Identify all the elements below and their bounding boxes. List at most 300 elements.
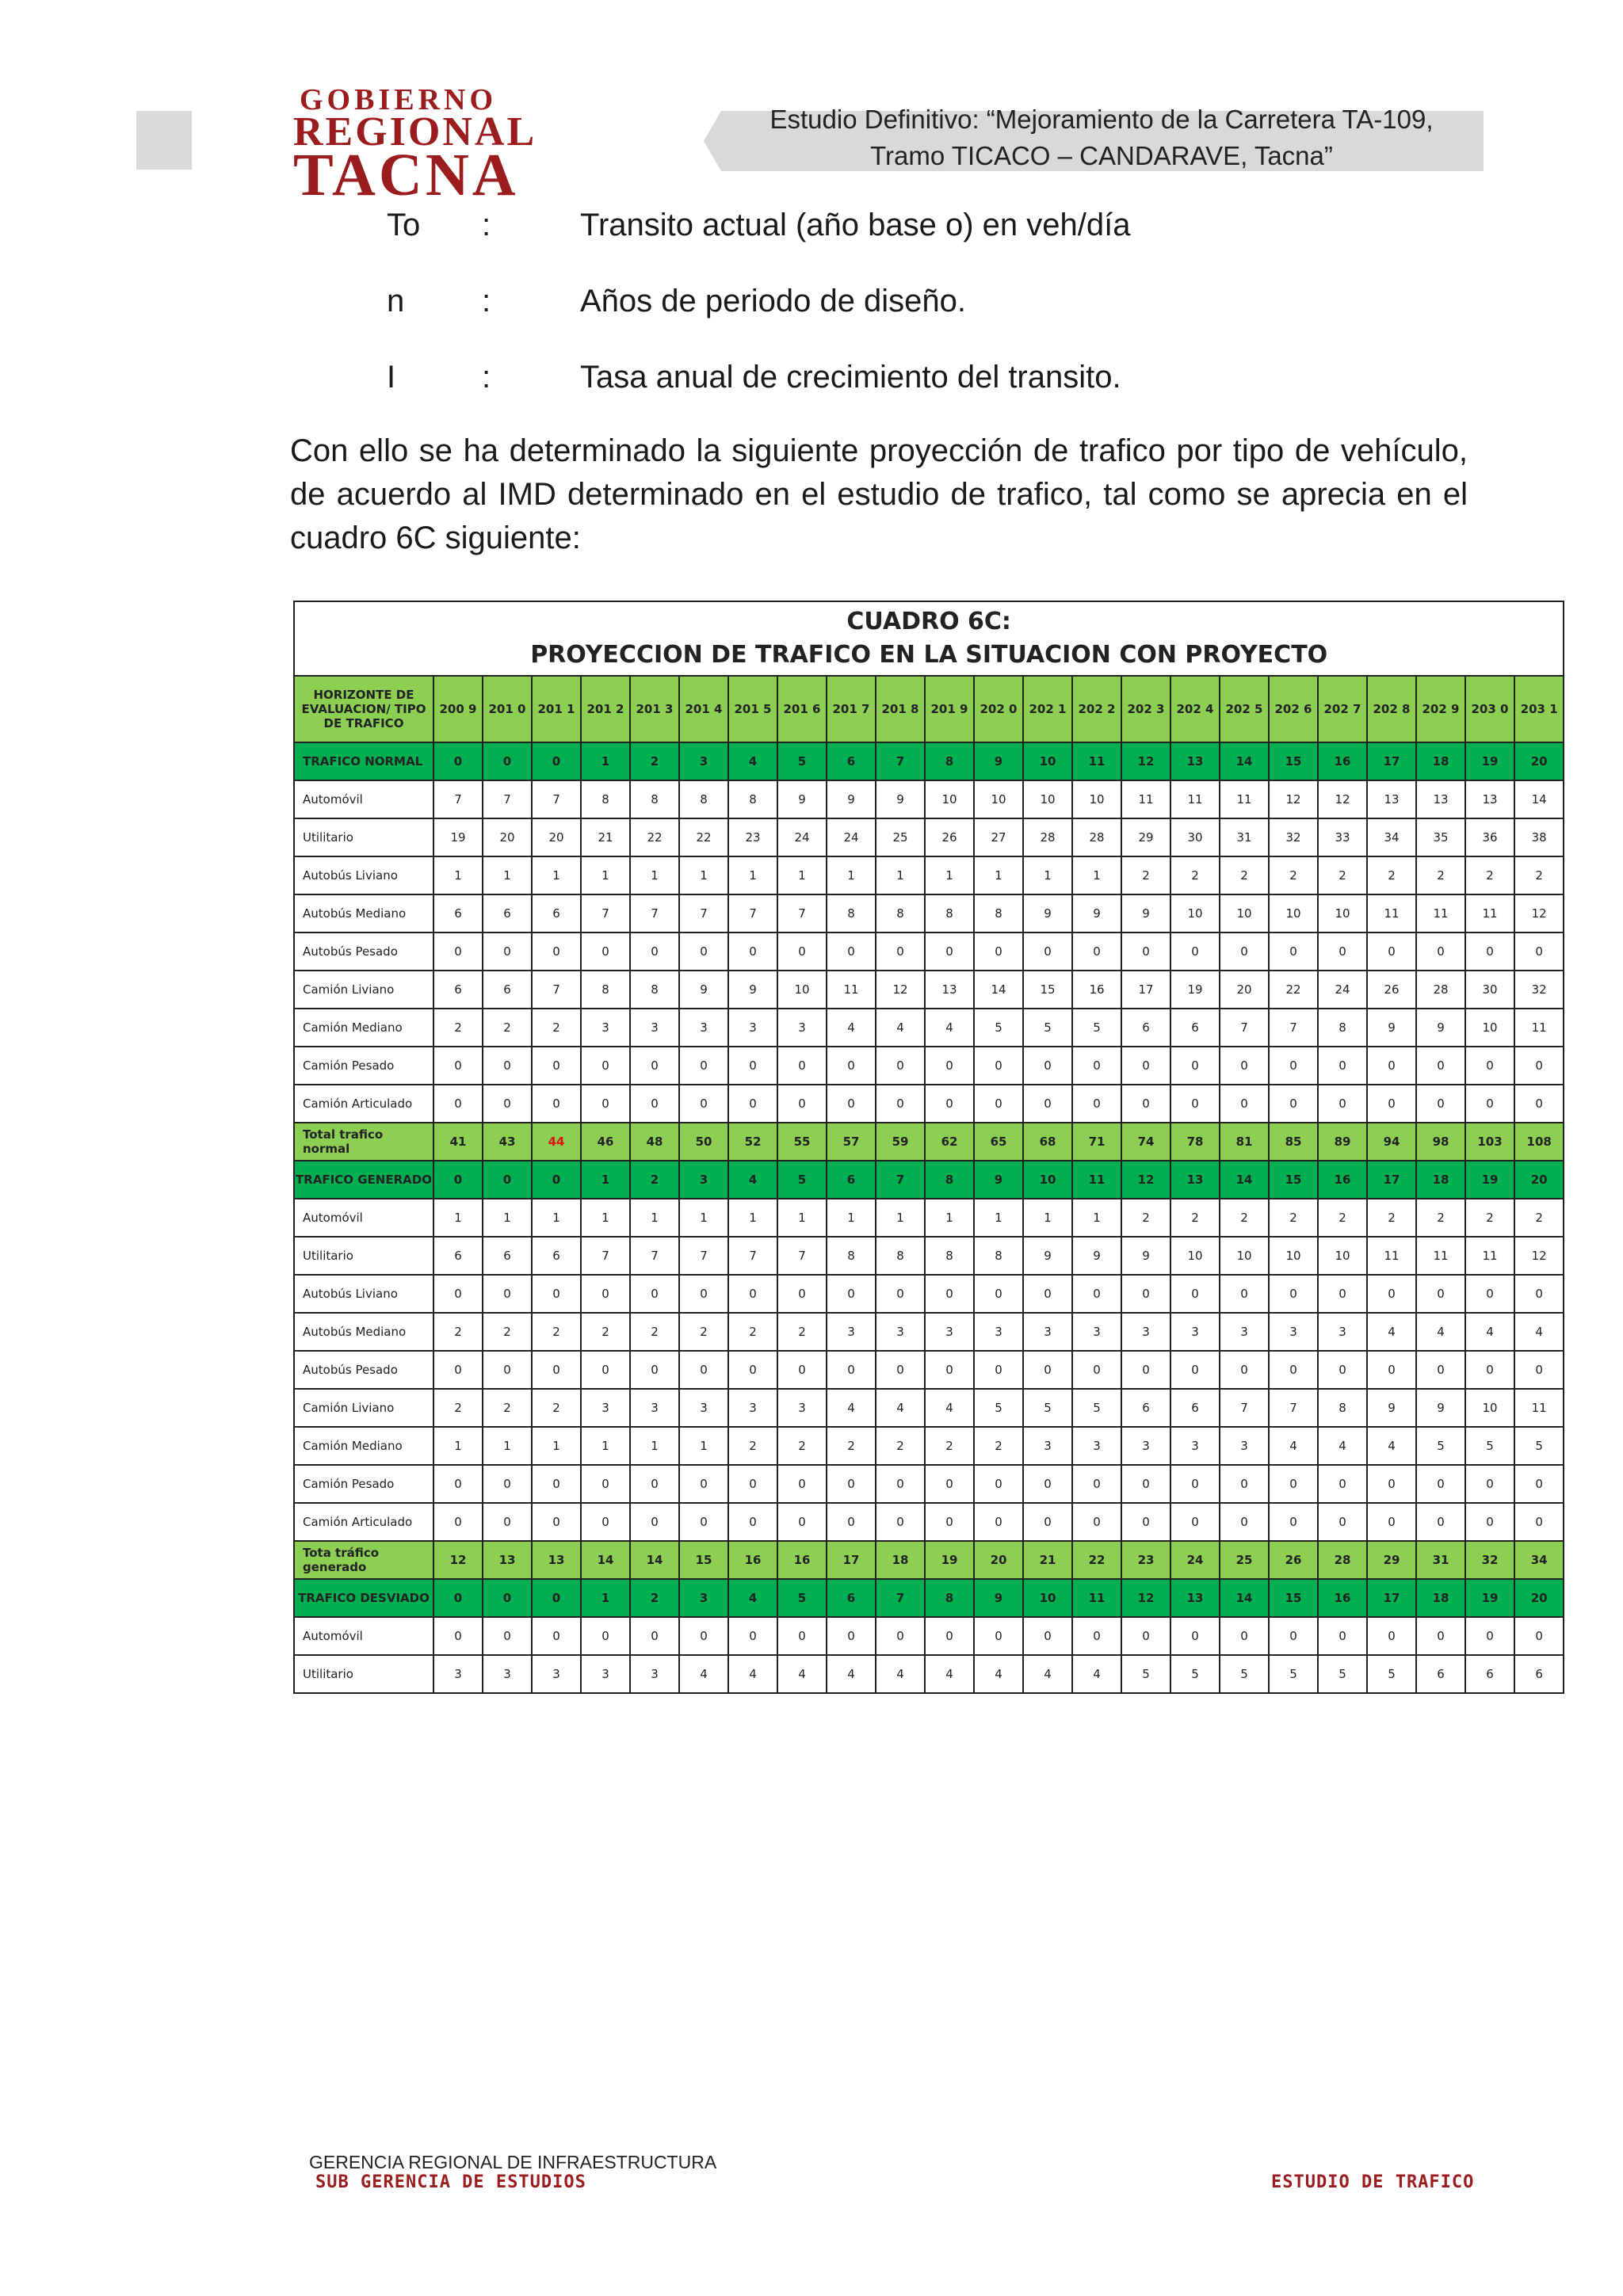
value-cell: 0 <box>1121 1503 1170 1541</box>
table-row <box>294 780 1564 818</box>
value-cell: 7 <box>728 894 777 933</box>
value-cell: 1 <box>974 856 1023 894</box>
table-row <box>294 933 1564 971</box>
value-cell: 4 <box>777 1655 827 1693</box>
value-cell: 0 <box>483 1503 532 1541</box>
value-cell: 8 <box>581 971 630 1009</box>
value-cell: 0 <box>532 1085 581 1123</box>
value-cell: 5 <box>1023 1009 1072 1047</box>
value-cell: 3 <box>974 1313 1023 1351</box>
value-cell: 4 <box>876 1655 925 1693</box>
value-cell: 0 <box>1121 1085 1170 1123</box>
value-cell: 12 <box>1121 1161 1170 1199</box>
value-cell: 22 <box>1072 1541 1121 1579</box>
value-cell: 10 <box>1023 742 1072 780</box>
value-cell: 8 <box>827 894 876 933</box>
value-cell: 4 <box>1514 1313 1564 1351</box>
value-cell: 0 <box>1170 1047 1220 1085</box>
value-cell: 0 <box>1023 1617 1072 1655</box>
value-cell: 2 <box>1514 1199 1564 1237</box>
year-header-cell: 202 3 <box>1121 676 1170 742</box>
value-cell: 0 <box>532 1161 581 1199</box>
year-header-cell: 202 0 <box>974 676 1023 742</box>
value-cell: 9 <box>1072 894 1121 933</box>
value-cell: 0 <box>630 1351 679 1389</box>
value-cell: 14 <box>974 971 1023 1009</box>
value-cell: 0 <box>1170 933 1220 971</box>
value-cell: 29 <box>1367 1541 1416 1579</box>
value-cell: 0 <box>1170 1503 1220 1541</box>
value-cell: 9 <box>1023 1237 1072 1275</box>
footer-study-name: ESTUDIO DE TRAFICO <box>1271 2172 1475 2192</box>
value-cell: 4 <box>925 1009 974 1047</box>
value-cell: 0 <box>827 1047 876 1085</box>
value-cell: 0 <box>777 1465 827 1503</box>
value-cell: 0 <box>1072 1617 1121 1655</box>
row-label-cell: Camión Liviano <box>294 971 433 1009</box>
logo-line-1: GOBIERNO <box>300 83 498 116</box>
value-cell: 32 <box>1514 971 1564 1009</box>
value-cell: 1 <box>433 1427 483 1465</box>
value-cell: 17 <box>827 1541 876 1579</box>
value-cell: 0 <box>1220 1617 1269 1655</box>
value-cell: 5 <box>1072 1009 1121 1047</box>
value-cell: 11 <box>1367 894 1416 933</box>
value-cell: 81 <box>1220 1123 1269 1161</box>
value-cell: 2 <box>581 1313 630 1351</box>
value-cell: 10 <box>1023 1579 1072 1617</box>
value-cell: 27 <box>974 818 1023 856</box>
value-cell: 1 <box>679 1199 728 1237</box>
value-cell: 9 <box>1416 1009 1465 1047</box>
value-cell: 0 <box>483 1161 532 1199</box>
value-cell: 10 <box>1023 780 1072 818</box>
value-cell: 16 <box>1318 742 1367 780</box>
value-cell: 0 <box>827 1617 876 1655</box>
value-cell: 0 <box>1170 1617 1220 1655</box>
value-cell: 0 <box>876 1351 925 1389</box>
value-cell: 13 <box>532 1541 581 1579</box>
value-cell: 19 <box>433 818 483 856</box>
value-cell: 13 <box>925 971 974 1009</box>
value-cell: 34 <box>1367 818 1416 856</box>
value-cell: 13 <box>1170 742 1220 780</box>
value-cell: 2 <box>925 1427 974 1465</box>
value-cell: 3 <box>1269 1313 1318 1351</box>
value-cell: 7 <box>1220 1389 1269 1427</box>
value-cell: 0 <box>1269 1503 1318 1541</box>
value-cell: 0 <box>974 1351 1023 1389</box>
value-cell: 0 <box>532 933 581 971</box>
value-cell: 35 <box>1416 818 1465 856</box>
value-cell: 2 <box>728 1427 777 1465</box>
value-cell: 3 <box>433 1655 483 1693</box>
value-cell: 3 <box>679 1389 728 1427</box>
value-cell: 7 <box>581 1237 630 1275</box>
value-cell: 1 <box>532 856 581 894</box>
value-cell: 1 <box>679 856 728 894</box>
value-cell: 0 <box>876 1465 925 1503</box>
gobierno-regional-logo <box>293 83 610 208</box>
value-cell: 1 <box>728 856 777 894</box>
value-cell: 15 <box>1269 742 1318 780</box>
value-cell: 0 <box>1269 1465 1318 1503</box>
value-cell: 3 <box>581 1655 630 1693</box>
value-cell: 5 <box>1121 1655 1170 1693</box>
value-cell: 0 <box>925 1465 974 1503</box>
value-cell: 0 <box>1023 1275 1072 1313</box>
value-cell: 7 <box>483 780 532 818</box>
value-cell: 0 <box>827 933 876 971</box>
value-cell: 0 <box>1121 1275 1170 1313</box>
value-cell: 2 <box>777 1427 827 1465</box>
value-cell: 10 <box>1023 1161 1072 1199</box>
value-cell: 0 <box>581 1465 630 1503</box>
value-cell: 0 <box>876 933 925 971</box>
value-cell: 2 <box>1121 1199 1170 1237</box>
value-cell: 3 <box>1121 1313 1170 1351</box>
value-cell: 3 <box>876 1313 925 1351</box>
value-cell: 19 <box>925 1541 974 1579</box>
value-cell: 3 <box>1170 1313 1220 1351</box>
value-cell: 0 <box>1220 1275 1269 1313</box>
value-cell: 2 <box>433 1009 483 1047</box>
value-cell: 0 <box>1318 1085 1367 1123</box>
value-cell: 0 <box>1318 1503 1367 1541</box>
value-cell: 20 <box>483 818 532 856</box>
value-cell: 9 <box>1367 1009 1416 1047</box>
table-header-row <box>294 676 1564 742</box>
value-cell: 5 <box>1465 1427 1514 1465</box>
value-cell: 0 <box>1514 1503 1564 1541</box>
value-cell: 2 <box>1121 856 1170 894</box>
value-cell: 6 <box>532 1237 581 1275</box>
value-cell: 2 <box>1514 856 1564 894</box>
row-label-cell: Autobús Pesado <box>294 1351 433 1389</box>
value-cell: 1 <box>1072 856 1121 894</box>
value-cell: 4 <box>974 1655 1023 1693</box>
value-cell: 2 <box>483 1313 532 1351</box>
value-cell: 13 <box>483 1541 532 1579</box>
value-cell: 31 <box>1220 818 1269 856</box>
value-cell: 11 <box>1465 1237 1514 1275</box>
value-cell: 7 <box>532 780 581 818</box>
value-cell: 2 <box>433 1389 483 1427</box>
section-row <box>294 742 1564 780</box>
value-cell: 14 <box>581 1541 630 1579</box>
value-cell: 3 <box>581 1389 630 1427</box>
value-cell: 7 <box>630 1237 679 1275</box>
value-cell: 0 <box>728 1503 777 1541</box>
value-cell: 0 <box>679 1503 728 1541</box>
value-cell: 2 <box>1367 1199 1416 1237</box>
value-cell: 8 <box>876 1237 925 1275</box>
value-cell: 0 <box>1170 1351 1220 1389</box>
value-cell: 11 <box>1416 894 1465 933</box>
value-cell: 2 <box>532 1389 581 1427</box>
value-cell: 0 <box>433 1085 483 1123</box>
value-cell: 7 <box>876 742 925 780</box>
value-cell: 0 <box>1514 1351 1564 1389</box>
value-cell: 0 <box>1269 1351 1318 1389</box>
value-cell: 2 <box>630 1313 679 1351</box>
value-cell: 0 <box>1367 1503 1416 1541</box>
value-cell: 6 <box>1514 1655 1564 1693</box>
value-cell: 13 <box>1465 780 1514 818</box>
year-header-cell: 202 7 <box>1318 676 1367 742</box>
value-cell: 0 <box>925 933 974 971</box>
value-cell: 1 <box>433 856 483 894</box>
value-cell: 0 <box>1220 1085 1269 1123</box>
value-cell: 3 <box>1220 1313 1269 1351</box>
value-cell: 0 <box>1367 933 1416 971</box>
value-cell: 3 <box>630 1009 679 1047</box>
value-cell: 1 <box>581 1161 630 1199</box>
value-cell: 0 <box>1416 1351 1465 1389</box>
value-cell: 15 <box>1269 1161 1318 1199</box>
value-cell: 2 <box>630 1161 679 1199</box>
year-header-cell: 201 4 <box>679 676 728 742</box>
value-cell: 0 <box>876 1047 925 1085</box>
value-cell: 6 <box>827 1161 876 1199</box>
value-cell: 3 <box>581 1009 630 1047</box>
value-cell: 55 <box>777 1123 827 1161</box>
value-cell: 0 <box>1170 1275 1220 1313</box>
value-cell: 32 <box>1269 818 1318 856</box>
value-cell: 1 <box>483 856 532 894</box>
value-cell: 0 <box>581 1503 630 1541</box>
value-cell: 57 <box>827 1123 876 1161</box>
value-cell: 4 <box>827 1009 876 1047</box>
value-cell: 4 <box>728 1161 777 1199</box>
value-cell: 12 <box>1121 1579 1170 1617</box>
value-cell: 0 <box>876 1275 925 1313</box>
value-cell: 2 <box>777 1313 827 1351</box>
value-cell: 0 <box>777 1617 827 1655</box>
value-cell: 5 <box>1072 1389 1121 1427</box>
value-cell: 108 <box>1514 1123 1564 1161</box>
value-cell: 24 <box>1318 971 1367 1009</box>
definition-text: Años de periodo de diseño. <box>580 284 967 318</box>
value-cell: 0 <box>1023 933 1072 971</box>
value-cell: 0 <box>1465 1351 1514 1389</box>
value-cell: 25 <box>876 818 925 856</box>
value-cell: 10 <box>1220 894 1269 933</box>
value-cell: 59 <box>876 1123 925 1161</box>
value-cell: 8 <box>728 780 777 818</box>
value-cell: 0 <box>876 1085 925 1123</box>
value-cell: 0 <box>532 1503 581 1541</box>
value-cell: 0 <box>1367 1275 1416 1313</box>
value-cell: 7 <box>581 894 630 933</box>
value-cell: 0 <box>1269 1047 1318 1085</box>
value-cell: 24 <box>827 818 876 856</box>
value-cell: 4 <box>925 1389 974 1427</box>
value-cell: 4 <box>728 742 777 780</box>
value-cell: 11 <box>1220 780 1269 818</box>
value-cell: 7 <box>630 894 679 933</box>
value-cell: 1 <box>777 1199 827 1237</box>
year-header-cell: 203 1 <box>1514 676 1564 742</box>
value-cell: 3 <box>483 1655 532 1693</box>
value-cell: 0 <box>1269 1617 1318 1655</box>
value-cell: 19 <box>1465 1161 1514 1199</box>
value-cell: 0 <box>483 1465 532 1503</box>
table-row <box>294 971 1564 1009</box>
value-cell: 0 <box>1023 1047 1072 1085</box>
value-cell: 2 <box>483 1009 532 1047</box>
value-cell: 17 <box>1367 742 1416 780</box>
table-caption <box>294 601 1564 676</box>
value-cell: 11 <box>1072 742 1121 780</box>
value-cell: 9 <box>974 742 1023 780</box>
value-cell: 0 <box>581 1275 630 1313</box>
value-cell: 0 <box>974 1085 1023 1123</box>
value-cell: 0 <box>1220 1351 1269 1389</box>
table-caption-line-2: PROYECCION DE TRAFICO EN LA SITUACION CON PROYECTO <box>530 641 1328 669</box>
definition-text: Tasa anual de crecimiento del transito. <box>580 360 1121 395</box>
section-row <box>294 1579 1564 1617</box>
value-cell: 12 <box>1514 1237 1564 1275</box>
value-cell: 10 <box>1220 1237 1269 1275</box>
value-cell: 1 <box>630 856 679 894</box>
value-cell: 0 <box>1023 1503 1072 1541</box>
value-cell: 10 <box>925 780 974 818</box>
value-cell: 19 <box>1465 742 1514 780</box>
table-row <box>294 894 1564 933</box>
value-cell: 0 <box>1072 1275 1121 1313</box>
value-cell: 11 <box>1072 1579 1121 1617</box>
value-cell: 7 <box>777 1237 827 1275</box>
value-cell: 2 <box>876 1427 925 1465</box>
value-cell: 50 <box>679 1123 728 1161</box>
total-row <box>294 1541 1564 1579</box>
value-cell: 7 <box>532 971 581 1009</box>
row-label-cell: Camión Mediano <box>294 1009 433 1047</box>
value-cell: 0 <box>630 933 679 971</box>
value-cell: 1 <box>827 856 876 894</box>
value-cell: 3 <box>1072 1313 1121 1351</box>
value-cell: 3 <box>532 1655 581 1693</box>
value-cell: 16 <box>728 1541 777 1579</box>
value-cell: 21 <box>581 818 630 856</box>
value-cell: 0 <box>974 933 1023 971</box>
value-cell: 12 <box>876 971 925 1009</box>
value-cell: 0 <box>581 1085 630 1123</box>
value-cell: 2 <box>483 1389 532 1427</box>
value-cell: 0 <box>1367 1465 1416 1503</box>
value-cell: 0 <box>1416 1503 1465 1541</box>
value-cell: 11 <box>1514 1389 1564 1427</box>
value-cell: 2 <box>1465 856 1514 894</box>
value-cell: 14 <box>1220 1579 1269 1617</box>
value-cell: 0 <box>827 1085 876 1123</box>
value-cell: 0 <box>1023 1351 1072 1389</box>
value-cell: 0 <box>581 1351 630 1389</box>
value-cell: 26 <box>925 818 974 856</box>
value-cell: 1 <box>827 1199 876 1237</box>
value-cell: 0 <box>581 1617 630 1655</box>
value-cell: 9 <box>1121 894 1170 933</box>
value-cell: 1 <box>679 1427 728 1465</box>
value-cell: 6 <box>1416 1655 1465 1693</box>
value-cell: 0 <box>1416 933 1465 971</box>
value-cell: 85 <box>1269 1123 1318 1161</box>
value-cell: 0 <box>630 1465 679 1503</box>
value-cell: 0 <box>728 1047 777 1085</box>
value-cell: 1 <box>925 856 974 894</box>
value-cell: 1 <box>581 856 630 894</box>
value-cell: 4 <box>827 1389 876 1427</box>
value-cell: 23 <box>728 818 777 856</box>
value-cell: 32 <box>1465 1541 1514 1579</box>
value-cell: 2 <box>1318 1199 1367 1237</box>
value-cell: 0 <box>433 1579 483 1617</box>
table-row <box>294 1351 1564 1389</box>
row-label-cell: Camión Articulado <box>294 1503 433 1541</box>
table-row <box>294 1237 1564 1275</box>
value-cell: 0 <box>925 1047 974 1085</box>
logo-line-3: TACNA <box>293 142 519 208</box>
value-cell: 0 <box>679 1085 728 1123</box>
value-cell: 94 <box>1367 1123 1416 1161</box>
value-cell: 0 <box>1220 933 1269 971</box>
value-cell: 6 <box>483 971 532 1009</box>
value-cell: 0 <box>483 1351 532 1389</box>
value-cell: 0 <box>1072 1085 1121 1123</box>
value-cell: 0 <box>1367 1085 1416 1123</box>
value-cell: 0 <box>777 1503 827 1541</box>
value-cell: 30 <box>1465 971 1514 1009</box>
value-cell: 20 <box>1514 742 1564 780</box>
value-cell: 3 <box>728 1389 777 1427</box>
value-cell: 5 <box>1170 1655 1220 1693</box>
value-cell: 0 <box>777 1047 827 1085</box>
value-cell: 0 <box>532 1047 581 1085</box>
value-cell: 0 <box>1072 933 1121 971</box>
value-cell: 1 <box>581 1579 630 1617</box>
value-cell: 0 <box>483 1275 532 1313</box>
row-label-cell: Autobús Pesado <box>294 933 433 971</box>
value-cell: 6 <box>1121 1389 1170 1427</box>
value-cell: 1 <box>483 1427 532 1465</box>
value-cell: 0 <box>433 933 483 971</box>
value-cell: 34 <box>1514 1541 1564 1579</box>
value-cell: 2 <box>1220 856 1269 894</box>
value-cell: 10 <box>1170 894 1220 933</box>
value-cell: 12 <box>433 1541 483 1579</box>
value-cell: 0 <box>532 1465 581 1503</box>
value-cell: 6 <box>1465 1655 1514 1693</box>
value-cell: 0 <box>876 1617 925 1655</box>
value-cell: 1 <box>1072 1199 1121 1237</box>
document-title-line-2: Tramo TICACO – CANDARAVE, Tacna” <box>870 141 1333 170</box>
value-cell: 20 <box>1514 1579 1564 1617</box>
value-cell: 4 <box>827 1655 876 1693</box>
value-cell: 74 <box>1121 1123 1170 1161</box>
value-cell: 4 <box>1318 1427 1367 1465</box>
value-cell: 26 <box>1269 1541 1318 1579</box>
value-cell: 0 <box>1367 1617 1416 1655</box>
value-cell: 0 <box>1121 1617 1170 1655</box>
value-cell: 15 <box>1269 1579 1318 1617</box>
value-cell: 7 <box>679 894 728 933</box>
value-cell: 7 <box>679 1237 728 1275</box>
value-cell: 7 <box>433 780 483 818</box>
footer-gerencia: GERENCIA REGIONAL DE INFRAESTRUCTURA <box>309 2152 717 2172</box>
value-cell: 4 <box>1367 1427 1416 1465</box>
value-cell: 0 <box>1416 1275 1465 1313</box>
